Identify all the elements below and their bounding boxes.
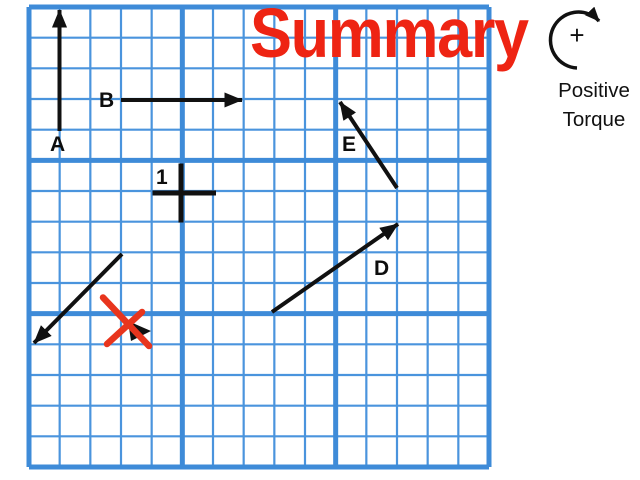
label-vector-b: B	[99, 89, 115, 112]
force-vector-c	[34, 254, 122, 343]
slide-title: Summary	[250, 0, 528, 72]
label-vector-e: E	[342, 133, 357, 156]
positive-torque-line2: Torque	[562, 107, 626, 131]
positive-torque-line1: Positive	[558, 79, 630, 102]
label-vector-a: A	[50, 133, 66, 156]
label-pivot-1: 1	[156, 166, 168, 189]
grid	[29, 7, 489, 467]
label-vector-d: D	[374, 257, 390, 280]
positive-torque-caption	[550, 77, 638, 134]
plus-sign: +	[569, 20, 585, 50]
